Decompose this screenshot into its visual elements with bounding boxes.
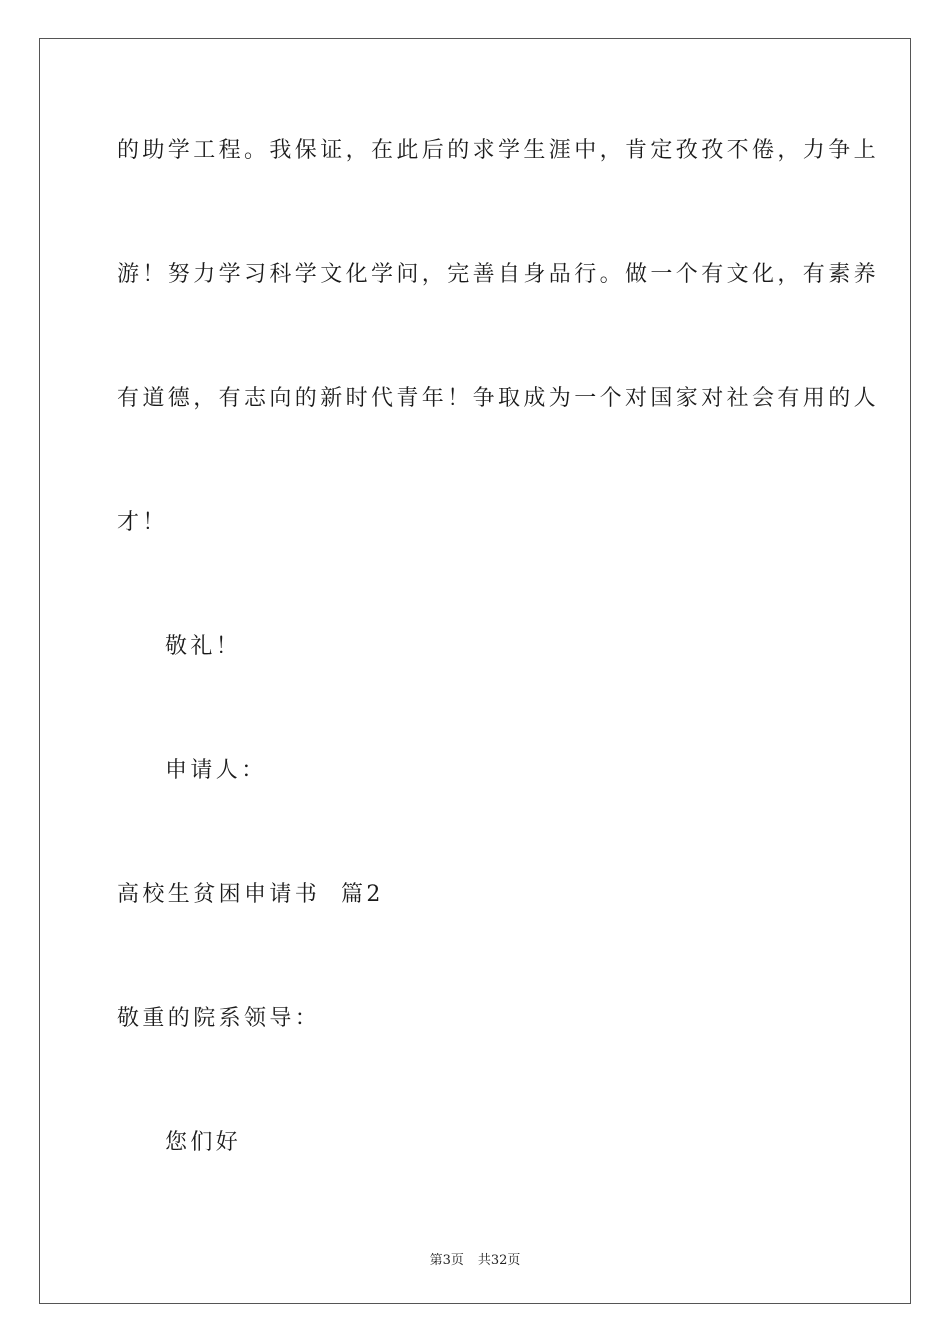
greeting: 您们好 <box>165 1130 242 1155</box>
section-title: 高校生贫困申请书 篇2 <box>117 882 384 907</box>
salutation: 敬重的院系领导： <box>117 1006 321 1031</box>
body-line-3: 有道德，有志向的新时代青年！争取成为一个对国家对社会有用的人 <box>117 386 880 411</box>
body-line-4: 才！ <box>117 510 168 535</box>
applicant-label: 申请人： <box>165 758 267 783</box>
page-border <box>39 38 911 1304</box>
body-line-2: 游！努力学习科学文化学问，完善自身品行。做一个有文化，有素养 <box>117 262 880 287</box>
body-line-1: 的助学工程。我保证，在此后的求学生涯中，肯定孜孜不倦，力争上 <box>117 138 880 163</box>
page-number-total: 共32页 <box>477 1253 521 1268</box>
page-number-current: 第3页 <box>429 1253 464 1268</box>
closing-salute: 敬礼！ <box>165 634 242 659</box>
page-footer <box>0 1249 950 1268</box>
